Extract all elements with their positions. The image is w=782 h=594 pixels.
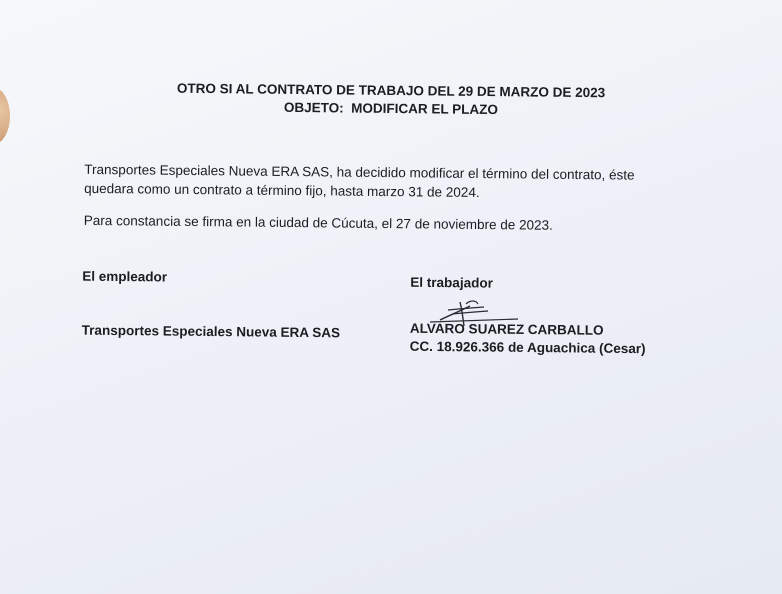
title-line-1: OTRO SI AL CONTRATO DE TRABAJO DEL 29 DE MARZO DE 2023 [176, 80, 606, 101]
worker-id: CC. 18.926.366 de Aguachica (Cesar) [409, 338, 646, 357]
employer-name: Transportes Especiales Nueva ERA SAS [81, 322, 341, 341]
worker-name: ALVARO SUAREZ CARBALLO [409, 320, 604, 338]
employer-label: El empleador [82, 268, 168, 285]
handwritten-signature [418, 292, 528, 332]
paragraph-signing: Para constancia se firma en la ciudad de Cúcuta, el 27 de noviembre de 2023. [83, 212, 553, 233]
employer-signature-block [82, 268, 341, 343]
paragraph-term: Transportes Especiales Nueva ERA SAS, ha decidido modificar el término del contrato, éste quedara como un contrato a término fijo, hasta marzo 31 de 2024. [84, 161, 635, 201]
title-line-2: OBJETO: MODIFICAR EL PLAZO [283, 99, 498, 118]
worker-label: El trabajador [410, 274, 493, 291]
document-body [84, 160, 685, 249]
document-title [0, 78, 782, 122]
